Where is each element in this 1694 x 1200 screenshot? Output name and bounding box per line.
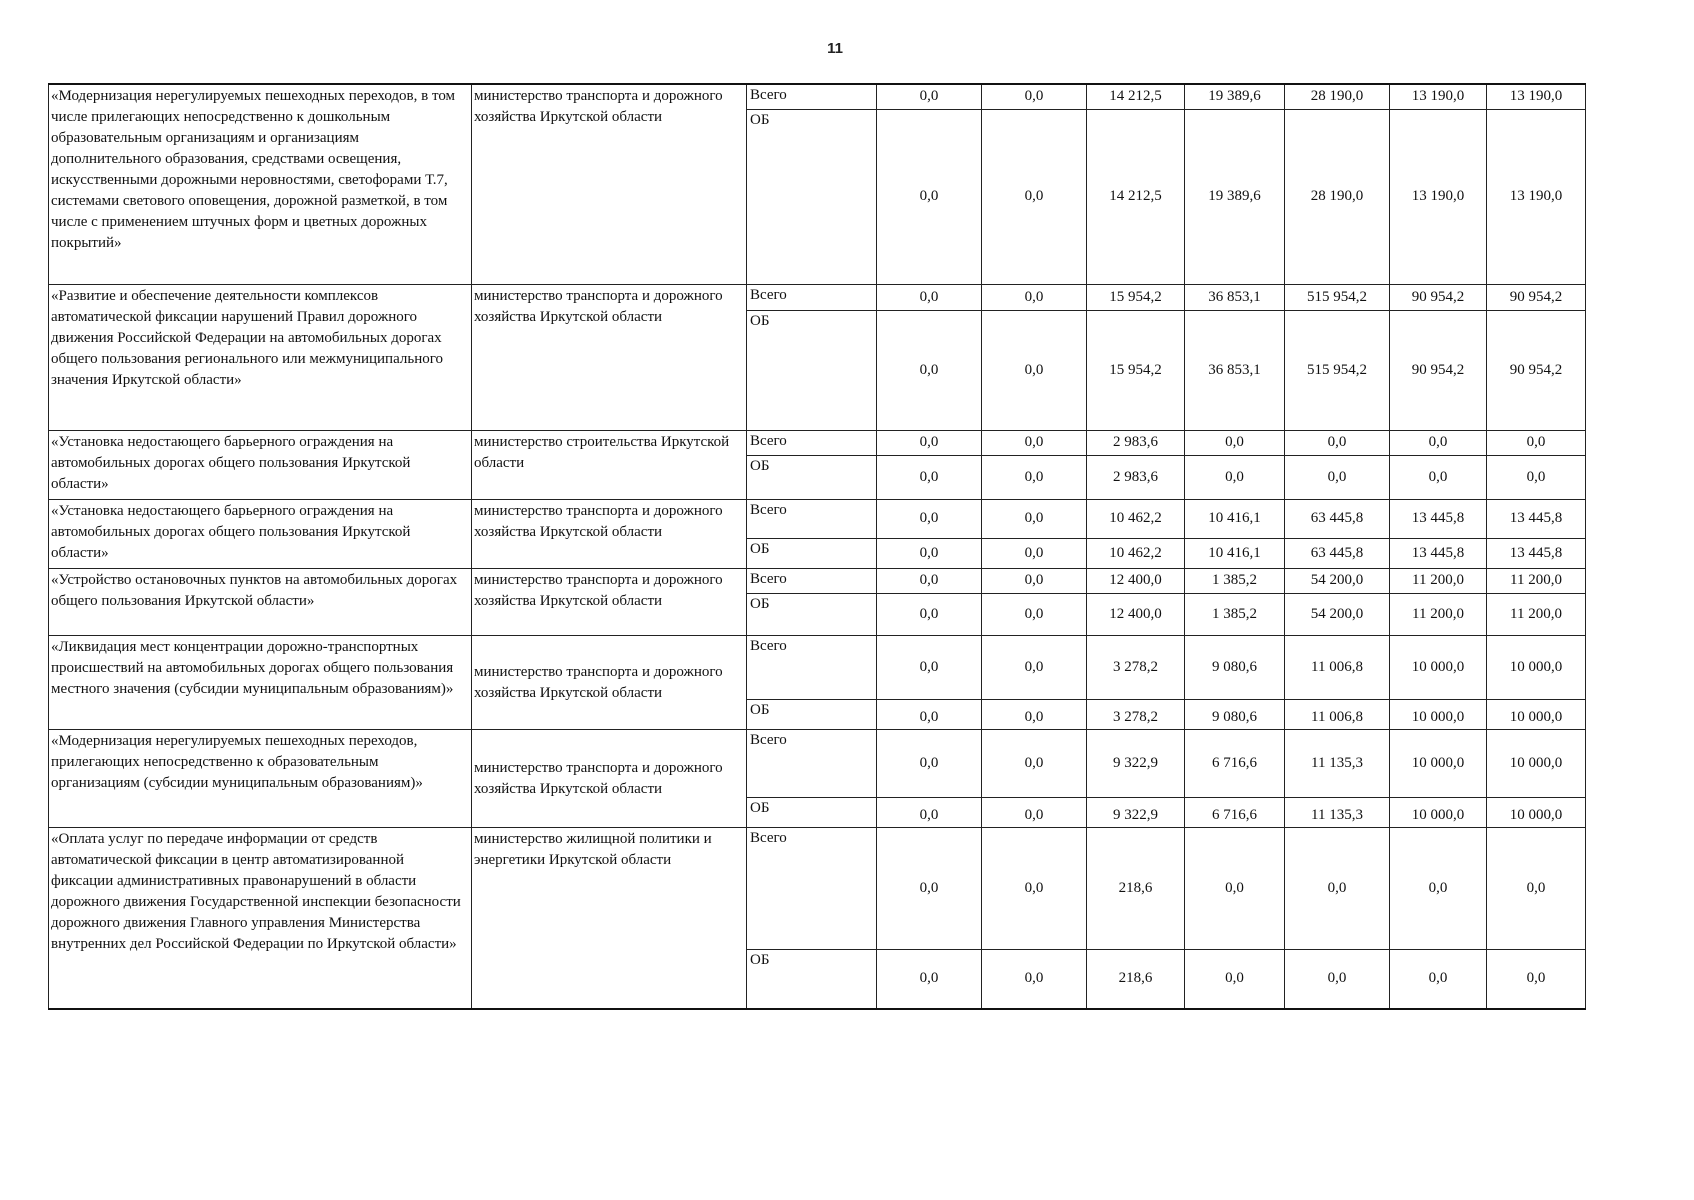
event-description: «Модернизация нерегулируемых пешеходных переходов, в том числе прилегающих непосредственно к дошкольным образовательным организациям и организациям дополнительного образования, средствами освещения, искусственными дорожными неровностями, светофорами Т.7, системами светового оповещения, дорожной разметкой, в том числе с применением штучных форм и цветных дорожных покрытий»: [49, 84, 472, 284]
amount-cell: 0,0: [877, 635, 982, 699]
funding-source: Всего: [747, 568, 877, 593]
table-row: [49, 84, 1586, 109]
funding-source: Всего: [747, 430, 877, 455]
funding-source: ОБ: [747, 797, 877, 827]
amount-cell: 0,0: [877, 827, 982, 949]
amount-cell: 15 954,2: [1087, 310, 1185, 430]
amount-cell: 2 983,6: [1087, 430, 1185, 455]
amount-cell: 3 278,2: [1087, 699, 1185, 729]
amount-cell: 0,0: [1185, 949, 1285, 1009]
responsible-executor: министерство транспорта и дорожного хозяйства Иркутской области: [472, 84, 747, 284]
amount-cell: 0,0: [1285, 455, 1390, 499]
amount-cell: 0,0: [1487, 430, 1586, 455]
amount-cell: 0,0: [982, 593, 1087, 635]
amount-cell: 0,0: [877, 729, 982, 797]
amount-cell: 13 445,8: [1390, 538, 1487, 568]
responsible-executor: министерство транспорта и дорожного хозяйства Иркутской области: [472, 284, 747, 430]
amount-cell: 19 389,6: [1185, 84, 1285, 109]
amount-cell: 9 080,6: [1185, 635, 1285, 699]
event-description: «Устройство остановочных пунктов на автомобильных дорогах общего пользования Иркутской области»: [49, 568, 472, 635]
amount-cell: 28 190,0: [1285, 84, 1390, 109]
amount-cell: 0,0: [982, 109, 1087, 284]
page-number: 11: [827, 40, 843, 57]
amount-cell: 0,0: [982, 699, 1087, 729]
amount-cell: 9 322,9: [1087, 797, 1185, 827]
amount-cell: 36 853,1: [1185, 310, 1285, 430]
amount-cell: 0,0: [877, 538, 982, 568]
funding-source: Всего: [747, 284, 877, 310]
amount-cell: 63 445,8: [1285, 499, 1390, 538]
amount-cell: 0,0: [1487, 827, 1586, 949]
amount-cell: 2 983,6: [1087, 455, 1185, 499]
event-description: «Развитие и обеспечение деятельности комплексов автоматической фиксации нарушений Правил дорожного движения Российской Федерации на автомобильных дорогах общего пользования регионального или межмуниципального значения Иркутской области»: [49, 284, 472, 430]
amount-cell: 0,0: [877, 109, 982, 284]
amount-cell: 0,0: [877, 284, 982, 310]
amount-cell: 0,0: [982, 84, 1087, 109]
amount-cell: 13 190,0: [1390, 84, 1487, 109]
amount-cell: 0,0: [982, 949, 1087, 1009]
funding-source: ОБ: [747, 310, 877, 430]
event-description: «Установка недостающего барьерного ограждения на автомобильных дорогах общего пользования Иркутской области»: [49, 430, 472, 499]
amount-cell: 1 385,2: [1185, 568, 1285, 593]
funding-source: Всего: [747, 729, 877, 797]
amount-cell: 1 385,2: [1185, 593, 1285, 635]
funding-source: ОБ: [747, 699, 877, 729]
amount-cell: 0,0: [1185, 455, 1285, 499]
amount-cell: 54 200,0: [1285, 593, 1390, 635]
table-row: [49, 729, 1586, 797]
amount-cell: 11 200,0: [1390, 593, 1487, 635]
amount-cell: 0,0: [1390, 430, 1487, 455]
amount-cell: 11 200,0: [1487, 568, 1586, 593]
amount-cell: 36 853,1: [1185, 284, 1285, 310]
funding-source: Всего: [747, 499, 877, 538]
amount-cell: 13 190,0: [1487, 84, 1586, 109]
amount-cell: 0,0: [1487, 455, 1586, 499]
amount-cell: 0,0: [1185, 430, 1285, 455]
responsible-executor: министерство транспорта и дорожного хозяйства Иркутской области: [472, 729, 747, 827]
amount-cell: 13 190,0: [1390, 109, 1487, 284]
amount-cell: 10 000,0: [1487, 699, 1586, 729]
amount-cell: 14 212,5: [1087, 84, 1185, 109]
amount-cell: 90 954,2: [1487, 284, 1586, 310]
event-description: «Установка недостающего барьерного ограждения на автомобильных дорогах общего пользования Иркутской области»: [49, 499, 472, 568]
amount-cell: 0,0: [1185, 827, 1285, 949]
amount-cell: 14 212,5: [1087, 109, 1185, 284]
amount-cell: 10 000,0: [1390, 729, 1487, 797]
responsible-executor: министерство транспорта и дорожного хозяйства Иркутской области: [472, 635, 747, 729]
amount-cell: 0,0: [1487, 949, 1586, 1009]
amount-cell: 10 416,1: [1185, 499, 1285, 538]
responsible-executor: министерство строительства Иркутской области: [472, 430, 747, 499]
amount-cell: 0,0: [982, 499, 1087, 538]
amount-cell: 10 000,0: [1487, 797, 1586, 827]
amount-cell: 0,0: [982, 635, 1087, 699]
responsible-executor: министерство жилищной политики и энергетики Иркутской области: [472, 827, 747, 1009]
amount-cell: 0,0: [982, 568, 1087, 593]
amount-cell: 11 200,0: [1487, 593, 1586, 635]
amount-cell: 0,0: [982, 797, 1087, 827]
funding-source: ОБ: [747, 538, 877, 568]
amount-cell: 0,0: [877, 699, 982, 729]
amount-cell: 11 200,0: [1390, 568, 1487, 593]
amount-cell: 10 462,2: [1087, 538, 1185, 568]
amount-cell: 0,0: [1390, 455, 1487, 499]
amount-cell: 10 000,0: [1390, 699, 1487, 729]
amount-cell: 11 006,8: [1285, 635, 1390, 699]
amount-cell: 3 278,2: [1087, 635, 1185, 699]
amount-cell: 0,0: [877, 593, 982, 635]
amount-cell: 0,0: [982, 455, 1087, 499]
event-description: «Оплата услуг по передаче информации от средств автоматической фиксации в центр автоматизированной фиксации административных правонарушений в области дорожного движения Государственной инспекции безопасности дорожного движения Главного управления Министерства внутренних дел Российской Федерации по Иркутской области»: [49, 827, 472, 1009]
amount-cell: 0,0: [982, 729, 1087, 797]
amount-cell: 13 445,8: [1487, 499, 1586, 538]
amount-cell: 13 445,8: [1390, 499, 1487, 538]
table-row: [49, 568, 1586, 593]
funding-source: ОБ: [747, 109, 877, 284]
funding-source: Всего: [747, 84, 877, 109]
amount-cell: 0,0: [877, 949, 982, 1009]
table-row: [49, 499, 1586, 538]
amount-cell: 11 135,3: [1285, 797, 1390, 827]
amount-cell: 0,0: [982, 284, 1087, 310]
amount-cell: 0,0: [1285, 430, 1390, 455]
funding-source: ОБ: [747, 949, 877, 1009]
amount-cell: 0,0: [982, 430, 1087, 455]
amount-cell: 10 000,0: [1390, 635, 1487, 699]
table-row: [49, 430, 1586, 455]
amount-cell: 28 190,0: [1285, 109, 1390, 284]
amount-cell: 9 322,9: [1087, 729, 1185, 797]
table-row: [49, 635, 1586, 699]
amount-cell: 11 135,3: [1285, 729, 1390, 797]
amount-cell: 0,0: [877, 568, 982, 593]
funding-source: Всего: [747, 827, 877, 949]
amount-cell: 13 190,0: [1487, 109, 1586, 284]
amount-cell: 9 080,6: [1185, 699, 1285, 729]
responsible-executor: министерство транспорта и дорожного хозяйства Иркутской области: [472, 499, 747, 568]
amount-cell: 0,0: [982, 827, 1087, 949]
amount-cell: 19 389,6: [1185, 109, 1285, 284]
amount-cell: 0,0: [1285, 949, 1390, 1009]
funding-source: ОБ: [747, 455, 877, 499]
amount-cell: 0,0: [1285, 827, 1390, 949]
event-description: «Ликвидация мест концентрации дорожно-транспортных происшествий на автомобильных дорогах общего пользования местного значения (субсидии муниципальным образованиям)»: [49, 635, 472, 729]
amount-cell: 0,0: [982, 310, 1087, 430]
amount-cell: 90 954,2: [1390, 284, 1487, 310]
amount-cell: 218,6: [1087, 827, 1185, 949]
funding-source: Всего: [747, 635, 877, 699]
amount-cell: 0,0: [877, 455, 982, 499]
amount-cell: 90 954,2: [1390, 310, 1487, 430]
table-row: [49, 284, 1586, 310]
amount-cell: 10 000,0: [1487, 635, 1586, 699]
amount-cell: 11 006,8: [1285, 699, 1390, 729]
amount-cell: 54 200,0: [1285, 568, 1390, 593]
amount-cell: 0,0: [877, 310, 982, 430]
amount-cell: 0,0: [1390, 827, 1487, 949]
amount-cell: 10 416,1: [1185, 538, 1285, 568]
amount-cell: 0,0: [982, 538, 1087, 568]
funding-source: ОБ: [747, 593, 877, 635]
amount-cell: 10 000,0: [1487, 729, 1586, 797]
amount-cell: 6 716,6: [1185, 797, 1285, 827]
amount-cell: 15 954,2: [1087, 284, 1185, 310]
amount-cell: 10 462,2: [1087, 499, 1185, 538]
amount-cell: 0,0: [877, 499, 982, 538]
responsible-executor: министерство транспорта и дорожного хозяйства Иркутской области: [472, 568, 747, 635]
table-row: [49, 827, 1586, 949]
amount-cell: 515 954,2: [1285, 310, 1390, 430]
amount-cell: 0,0: [877, 84, 982, 109]
amount-cell: 0,0: [877, 797, 982, 827]
amount-cell: 0,0: [877, 430, 982, 455]
amount-cell: 12 400,0: [1087, 568, 1185, 593]
amount-cell: 13 445,8: [1487, 538, 1586, 568]
amount-cell: 10 000,0: [1390, 797, 1487, 827]
amount-cell: 6 716,6: [1185, 729, 1285, 797]
table-body: [49, 84, 1586, 1009]
amount-cell: 12 400,0: [1087, 593, 1185, 635]
amount-cell: 0,0: [1390, 949, 1487, 1009]
amount-cell: 218,6: [1087, 949, 1185, 1009]
amount-cell: 90 954,2: [1487, 310, 1586, 430]
amount-cell: 515 954,2: [1285, 284, 1390, 310]
amount-cell: 63 445,8: [1285, 538, 1390, 568]
budget-table: [48, 83, 1586, 1010]
event-description: «Модернизация нерегулируемых пешеходных переходов, прилегающих непосредственно к образовательным организациям (субсидии муниципальным образованиям)»: [49, 729, 472, 827]
